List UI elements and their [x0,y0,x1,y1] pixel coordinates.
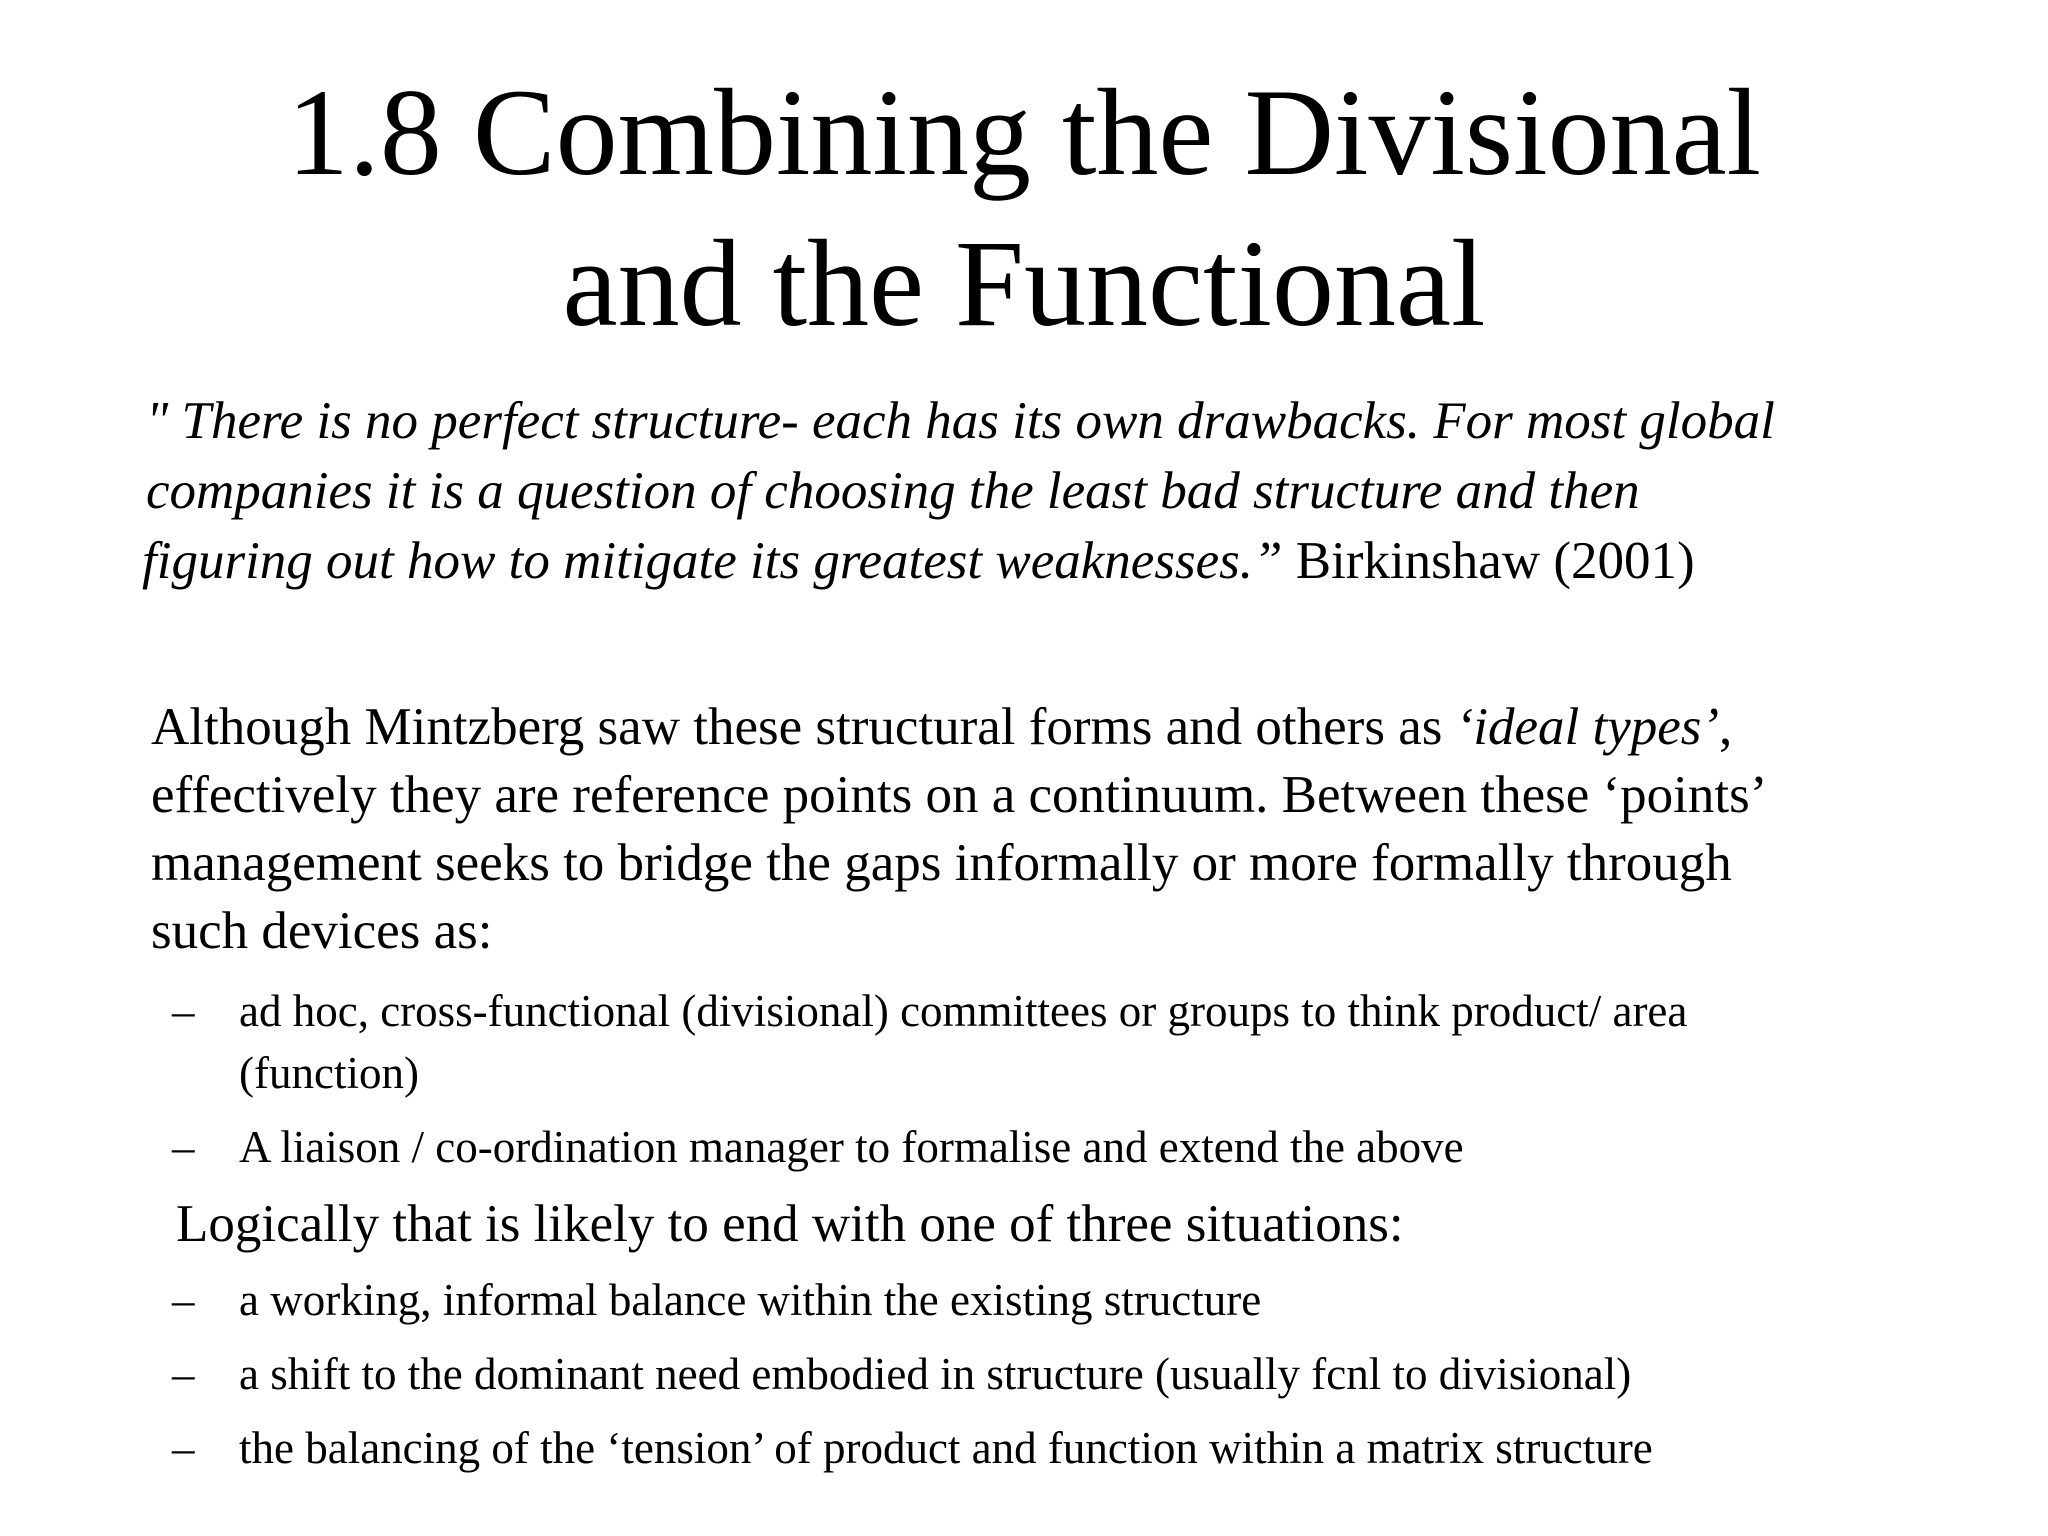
situation-item-2: a shift to the dominant need embodied in structure (usually fcnl to divisional) [239,1349,1632,1399]
quote-line-1 [146,386,2006,456]
bullet-dash: – [172,1349,195,1399]
bullet-dash: – [172,1423,195,1473]
slide-title-line-2: and the Functional [562,215,1486,352]
paragraph-line-4: such devices as: [151,902,493,960]
quote-line-1-text: " There is no perfect structure- each has its own drawbacks. For most global [146,392,1775,450]
device-item-2: A liaison / co-ordination manager to formalise and extend the above [239,1122,1464,1172]
situations-lead: Logically that is likely to end with one of three situations: [176,1195,1404,1253]
quote-line-3 [142,526,2002,596]
quote-line-2-text: companies it is a question of choosing the least bad structure and then [146,462,1640,520]
paragraph-line-1 [151,692,2011,762]
bullet-dash: – [172,986,195,1036]
situation-item-3: the balancing of the ‘tension’ of product and function within a matrix structure [239,1423,1653,1473]
quote-attribution: Birkinshaw (2001) [1282,532,1695,590]
bullet-dash: – [172,1122,195,1172]
paragraph-line-2: effectively they are reference points on a continuum. Between these ‘points’ [151,766,1768,824]
quote-line-3-text: figuring out how to mitigate its greatest weaknesses.” [142,532,1283,590]
paragraph-line-1-suffix: , [1719,698,1733,756]
paragraph-line-3: management seeks to bridge the gaps informally or more formally through [151,834,1732,892]
quote-line-2 [146,456,2006,526]
device-item-1-line-2: (function) [239,1048,419,1098]
situation-item-1: a working, informal balance within the existing structure [239,1275,1262,1325]
bullet-dash: – [172,1275,195,1325]
paragraph-ideal-types: ‘ideal types’ [1455,698,1720,756]
slide-title-line-1: 1.8 Combining the Divisional [286,64,1762,201]
paragraph-line-1-prefix: Although Mintzberg saw these structural forms and others as [151,698,1456,756]
device-item-1-line-1: ad hoc, cross-functional (divisional) committees or groups to think product/ area [239,986,1688,1036]
